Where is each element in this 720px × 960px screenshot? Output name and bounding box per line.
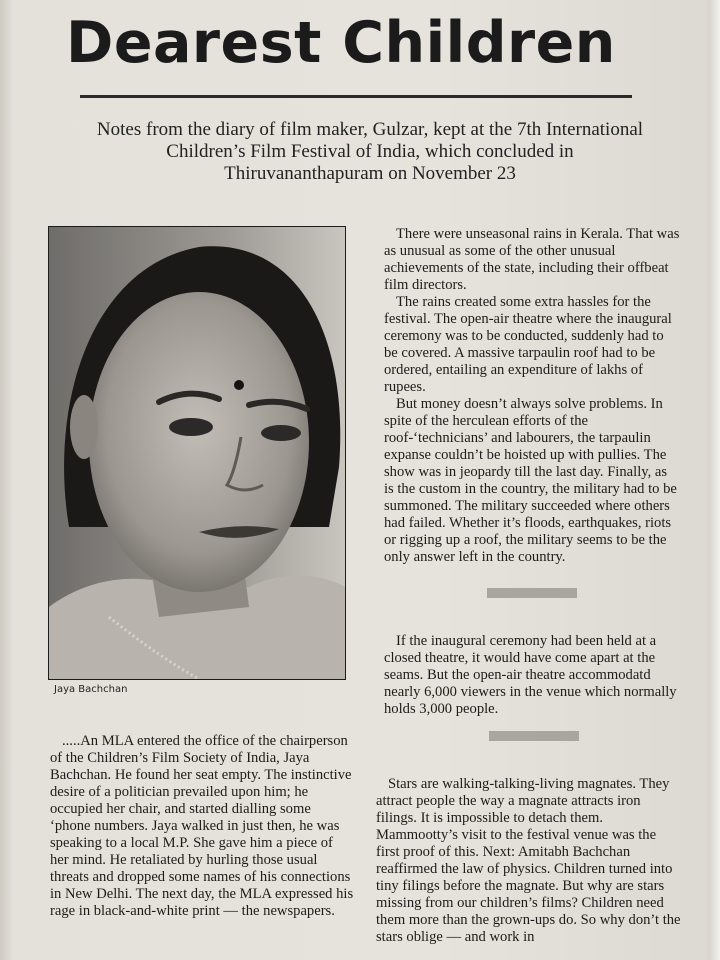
right-column-section-2 <box>384 633 680 718</box>
left-column-section-1 <box>50 733 354 960</box>
paragraph: The rains created some extra hassles for the festival. The open-air theatre where the inaugural ceremony was to be conducted, suddenly had to be covered. A massive tarpaulin roof had to be ordered, entailing an expenditure of lakhs of rupees. <box>384 294 672 395</box>
standfirst: Notes from the diary of film maker, Gulzar, kept at the 7th International Children’s Film Festival of India, which concluded in Thiruvananthapuram on November 23 <box>96 119 644 184</box>
right-column-section-3 <box>376 776 682 960</box>
section-divider <box>487 588 577 598</box>
paragraph: But money doesn’t always solve problems. In spite of the herculean efforts of the roof-‘technicians’ and labourers, the tarpaulin expanse couldn’t be hoisted up with pullies. The show was in jeopardy till the last day. Finally, as is the custom in the country, the military had to be summoned. The military succeeded where others had failed. Whether it’s floods, earthquakes, riots or rigging up a roof, the military seems to be the only answer left in the country. <box>384 396 677 565</box>
paragraph: If the inaugural ceremony had been held at a closed theatre, it would have come apart at the seams. But the open-air theatre accommodatd nearly 6,000 viewers in the venue which normally holds 3,000 people. <box>384 633 677 717</box>
portrait-photo <box>48 226 346 680</box>
paragraph: There were unseasonal rains in Kerala. That was as unusual as some of the other unusual achievements of the state, including their offbeat film directors. <box>384 226 680 293</box>
headline-rule <box>80 95 632 98</box>
right-column-section-1 <box>384 226 680 566</box>
paragraph: .....An MLA entered the office of the chairperson of the Children’s Film Society of India, Jaya Bachchan. He found her seat empty. The instinctive desire of a politician prevailed upon him; he occupied her chair, and started dialling some ‘phone numbers. Jaya walked in just then, he was speaking to a local M.P. She gave him a piece of her mind. He retaliated by hurling those usual threats and dropped some names of his connections in New Delhi. The next day, the MLA expressed his rage in black-and-white print — the newspapers. <box>50 733 354 919</box>
portrait-illustration <box>49 227 345 679</box>
headline: Dearest Children <box>66 10 616 76</box>
photo-caption: Jaya Bachchan <box>54 684 128 695</box>
paragraph: Stars are walking-talking-living magnates. They attract people the way a magnate attracts iron filings. It is impossible to detach them. Mammootty’s visit to the festival venue was the first proof of this. Next: Amitabh Bachchan reaffirmed the law of physics. Children turned into tiny filings before the magnate. But why are stars missing from our children’s films? Children need them more than the grown-ups do. So why don’t the stars oblige — and work in <box>376 776 681 945</box>
page-edge <box>708 0 720 960</box>
section-divider <box>489 731 579 741</box>
